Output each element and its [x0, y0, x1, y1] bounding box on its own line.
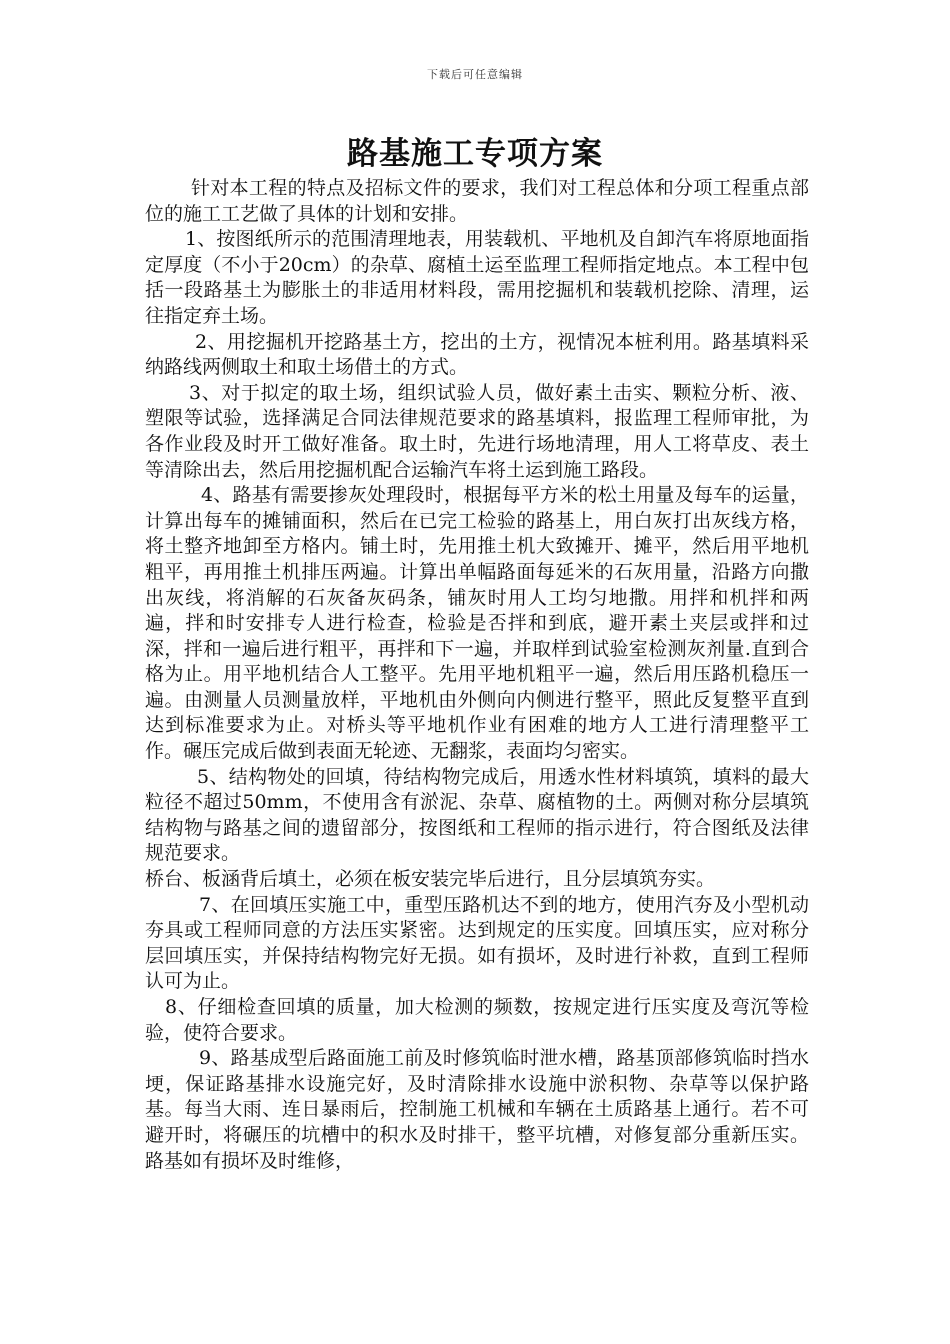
- paragraph-item-9: 9、路基成型后路面施工前及时修筑临时泄水槽，路基顶部修筑临时挡水埂，保证路基排水设施完好，及时清除排水设施中淤积物、杂草等以保护路基。每当大雨、连日暴雨后，控制施工机械和车辆在土质路基上通行。若不可避开时，将碾压的坑槽中的积水及时排干，整平坑槽，对修复部分重新压实。路基如有损坏及时维修，: [145, 1047, 809, 1172]
- paragraph-item-8: 8、仔细检查回填的质量，加大检测的频数，按规定进行压实度及弯沉等检验，使符合要求。: [145, 996, 809, 1044]
- paragraph-item-3: 3、对于拟定的取土场，组织试验人员，做好素土击实、颗粒分析、液、塑限等试验，选择满足合同法律规范要求的路基填料，报监理工程师审批，为各作业段及时开工做好准备。取土时，先进行场地清理，用人工将草皮、表土等清除出去，然后用挖掘机配合运输汽车将土运到施工路段。: [145, 381, 809, 481]
- paragraph-item-5: 5、结构物处的回填，待结构物完成后，用透水性材料填筑，填料的最大粒径不超过50mm，不使用含有淤泥、杂草、腐植物的土。两侧对称分层填筑结构物与路基之间的遗留部分，按图纸和工程师的指示进行，符合图纸及法律规范要求。: [145, 765, 809, 865]
- page-title: 路基施工专项方案: [347, 136, 603, 172]
- paragraph-intro: 针对本工程的特点及招标文件的要求，我们对工程总体和分项工程重点部位的施工工艺做了具体的计划和安排。: [145, 177, 809, 225]
- paragraph-item-7: 7、在回填压实施工中，重型压路机达不到的地方，使用汽夯及小型机动夯具或工程师同意的方法压实紧密。达到规定的压实度。回填压实，应对称分层回填压实，并保持结构物完好无损。如有损坏，及时进行补救，直到工程师认可为止。: [145, 893, 809, 993]
- paragraph-item-2: 2、用挖掘机开挖路基土方，挖出的土方，视情况本桩利用。路基填料采纳路线两侧取土和取土场借土的方式。: [145, 330, 809, 379]
- header-note: 下载后可任意编辑: [427, 68, 523, 81]
- paragraph-item-4: 4、路基有需要掺灰处理段时，根据每平方米的松土用量及每车的运量，计算出每车的摊铺面积，然后在已完工检验的路基上，用白灰打出灰线方格，将土整齐地卸至方格内。铺土时，先用推土机大致摊开、摊平，然后用平地机粗平，再用推土机排压两遍。计算出单幅路面每延米的石灰用量，沿路方向撒出灰线，将消解的石灰备灰码条，铺灰时用人工均匀地撒。用拌和机拌和两遍，拌和时安排专人进行检查，检验是否拌和到底，避开素土夹层或拌和过深，拌和一遍后进行粗平，再拌和下一遍，并取样到试验室检测灰剂量.直到合格为止。用平地机结合人工整平。先用平地机粗平一遍，然后用压路机稳压一遍。由测量人员测量放样，平地机由外侧向内侧进行整平，照此反复整平直到达到标准要求为止。对桥头等平地机作业有困难的地方人工进行清理整平工作。碾压完成后做到表面无轮迹、无翻浆，表面均匀密实。: [145, 484, 809, 763]
- paragraph-item-1: 1、按图纸所示的范围清理地表，用装载机、平地机及自卸汽车将原地面指定厚度（不小于20cm）的杂草、腐植土运至监理工程师指定地点。本工程中包括一段路基土为膨胀土的非适用材料段，需用挖掘机和装载机挖除、清理，运往指定弃土场。: [145, 228, 809, 327]
- document-body: [145, 176, 809, 1174]
- paragraph-abutment-backfill: 桥台、板涵背后填土，必须在板安装完毕后进行，且分层填筑夯实。: [145, 868, 716, 891]
